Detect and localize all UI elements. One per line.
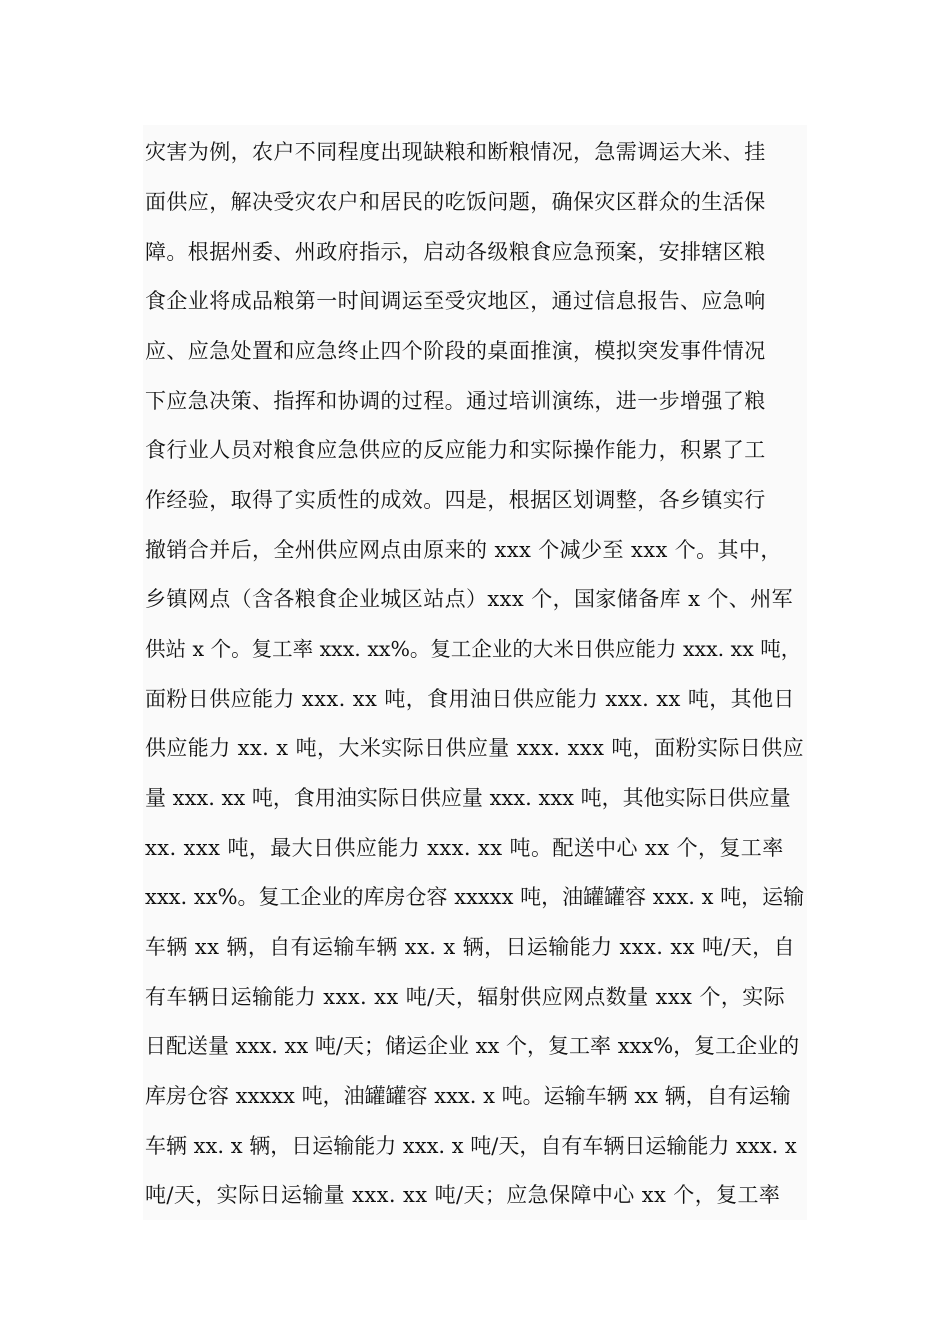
document-body	[143, 125, 807, 1220]
text-line: 库房仓容 xxxxx 吨，油罐罐容 xxx. x 吨。运输车辆 xx 辆，自有运输	[145, 1084, 791, 1108]
text-line: 车辆 xx. x 辆，日运输能力 xxx. x 吨/天，自有车辆日运输能力 xxx. x	[145, 1134, 797, 1158]
text-line: 作经验，取得了实质性的成效。四是，根据区划调整，各乡镇实行	[145, 488, 766, 512]
text-line: xxx. xx%。复工企业的库房仓容 xxxxx 吨，油罐罐容 xxx. x 吨，运输	[145, 885, 805, 909]
text-line: 应、应急处置和应急终止四个阶段的桌面推演，模拟突发事件情况	[145, 339, 766, 363]
text-line: 乡镇网点（含各粮食企业城区站点）xxx 个，国家储备库 x 个、州军	[145, 587, 793, 611]
text-line: 下应急决策、指挥和协调的过程。通过培训演练，进一步增强了粮	[145, 389, 766, 413]
text-line: 面粉日供应能力 xxx. xx 吨，食用油日供应能力 xxx. xx 吨，其他日	[145, 687, 795, 711]
text-line: 食行业人员对粮食应急供应的反应能力和实际操作能力，积累了工	[145, 438, 766, 462]
text-line: 食企业将成品粮第一时间调运至受灾地区，通过信息报告、应急响	[145, 289, 766, 313]
text-line: xx. xxx 吨，最大日供应能力 xxx. xx 吨。配送中心 xx 个，复工率	[145, 836, 784, 860]
text-line: 量 xxx. xx 吨，食用油实际日供应量 xxx. xxx 吨，其他实际日供应量	[145, 786, 791, 810]
text-line: 供站 x 个。复工率 xxx. xx%。复工企业的大米日供应能力 xxx. xx 吨，	[145, 637, 802, 661]
text-line: 撤销合并后，全州供应网点由原来的 xxx 个减少至 xxx 个。其中，	[145, 538, 782, 562]
text-line: 车辆 xx 辆，自有运输车辆 xx. x 辆，日运输能力 xxx. xx 吨/天，自	[145, 935, 796, 959]
text-line: 供应能力 xx. x 吨，大米实际日供应量 xxx. xxx 吨，面粉实际日供应	[145, 736, 804, 760]
text-line: 有车辆日运输能力 xxx. xx 吨/天，辐射供应网点数量 xxx 个，实际	[145, 985, 786, 1009]
text-line: 灾害为例，农户不同程度出现缺粮和断粮情况，急需调运大米、挂	[145, 140, 766, 164]
text-line: 障。根据州委、州政府指示，启动各级粮食应急预案，安排辖区粮	[145, 240, 766, 264]
text-line: 面供应，解决受灾农户和居民的吃饭问题，确保灾区群众的生活保	[145, 190, 766, 214]
text-line: 吨/天，实际日运输量 xxx. xx 吨/天；应急保障中心 xx 个，复工率	[145, 1183, 781, 1207]
text-line: 日配送量 xxx. xx 吨/天；储运企业 xx 个，复工率 xxx%，复工企业的	[145, 1034, 800, 1058]
